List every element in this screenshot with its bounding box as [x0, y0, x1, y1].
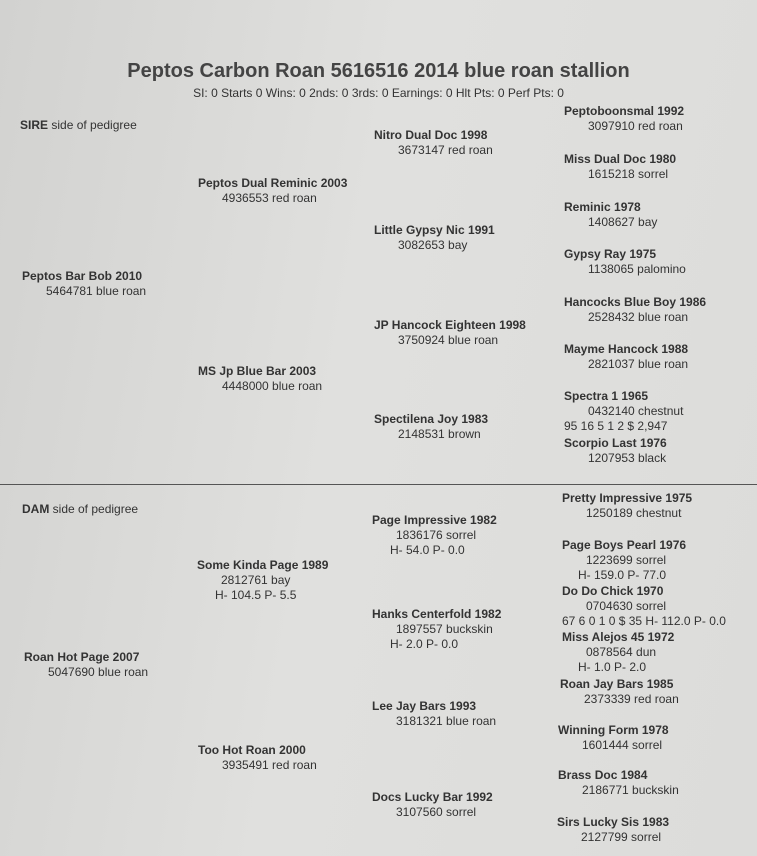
dam-ggg-entry-8: Sirs Lucky Sis 1983 2127799 sorrel: [557, 815, 670, 844]
maternal-granddam-entry: Too Hot Roan 2000 3935491 red roan: [198, 743, 317, 772]
dam-gg-entry-2: Hanks Centerfold 1982 1897557 buckskin H- 2.0 P- 0.0: [372, 607, 502, 651]
side-divider: [0, 484, 757, 485]
sire-gg-entry-3: JP Hancock Eighteen 1998 3750924 blue roan: [374, 318, 526, 347]
sire-ggg-entry-6: Mayme Hancock 1988 2821037 blue roan: [564, 342, 689, 371]
dam-ggg-entry-1: Pretty Impressive 1975 1250189 chestnut: [562, 491, 693, 520]
dam-ggg-entry-5: Roan Jay Bars 1985 2373339 red roan: [560, 677, 679, 706]
dam-ggg-entry-3: Do Do Chick 1970 0704630 sorrel 67 6 0 1 0 $ 35 H- 112.0 P- 0.0: [562, 584, 726, 628]
performance-stats: SI: 0 Starts 0 Wins: 0 2nds: 0 3rds: 0 Earnings: 0 Hlt Pts: 0 Perf Pts: 0: [193, 86, 564, 100]
sire-gg-entry-2: Little Gypsy Nic 1991 3082653 bay: [374, 223, 495, 252]
dam-gg-entry-4: Docs Lucky Bar 1992 3107560 sorrel: [372, 790, 493, 819]
sire-ggg-entry-3: Reminic 1978 1408627 bay: [564, 200, 658, 229]
page-title: Peptos Carbon Roan 5616516 2014 blue roan stallion: [127, 60, 630, 82]
dam-ggg-entry-6: Winning Form 1978 1601444 sorrel: [558, 723, 669, 752]
paternal-grandsire-entry: Peptos Dual Reminic 2003 4936553 red roan: [198, 176, 348, 205]
dam-ggg-entry-4: Miss Alejos 45 1972 0878564 dun H- 1.0 P- 2.0: [562, 630, 675, 674]
sire-entry: Peptos Bar Bob 2010 5464781 blue roan: [22, 269, 147, 298]
sire-ggg-entry-2: Miss Dual Doc 1980 1615218 sorrel: [564, 152, 677, 181]
maternal-grandsire-entry: Some Kinda Page 1989 2812761 bay H- 104.5 P- 5.5: [197, 558, 329, 602]
dam-gg-entry-1: Page Impressive 1982 1836176 sorrel H- 54.0 P- 0.0: [372, 513, 497, 557]
sire-gg-entry-1: Nitro Dual Doc 1998 3673147 red roan: [374, 128, 493, 157]
sire-ggg-entry-7: Spectra 1 1965 0432140 chestnut 95 16 5 1 2 $ 2,947: [564, 389, 684, 433]
sire-gg-entry-4: Spectilena Joy 1983 2148531 brown: [374, 412, 489, 441]
dam-gg-entry-3: Lee Jay Bars 1993 3181321 blue roan: [372, 699, 497, 728]
dam-entry: Roan Hot Page 2007 5047690 blue roan: [24, 650, 149, 679]
dam-ggg-entry-2: Page Boys Pearl 1976 1223699 sorrel H- 159.0 P- 77.0: [562, 538, 687, 582]
sire-ggg-entry-8: Scorpio Last 1976 1207953 black: [564, 436, 667, 465]
sire-ggg-entry-5: Hancocks Blue Boy 1986 2528432 blue roan: [564, 295, 707, 324]
sire-ggg-entry-1: Peptoboonsmal 1992 3097910 red roan: [564, 104, 685, 133]
dam-side-label: DAM side of pedigree: [22, 502, 139, 516]
paternal-granddam-entry: MS Jp Blue Bar 2003 4448000 blue roan: [198, 364, 323, 393]
dam-ggg-entry-7: Brass Doc 1984 2186771 buckskin: [558, 768, 679, 797]
sire-ggg-entry-4: Gypsy Ray 1975 1138065 palomino: [564, 247, 686, 276]
sire-side-label: SIRE side of pedigree: [20, 118, 137, 132]
